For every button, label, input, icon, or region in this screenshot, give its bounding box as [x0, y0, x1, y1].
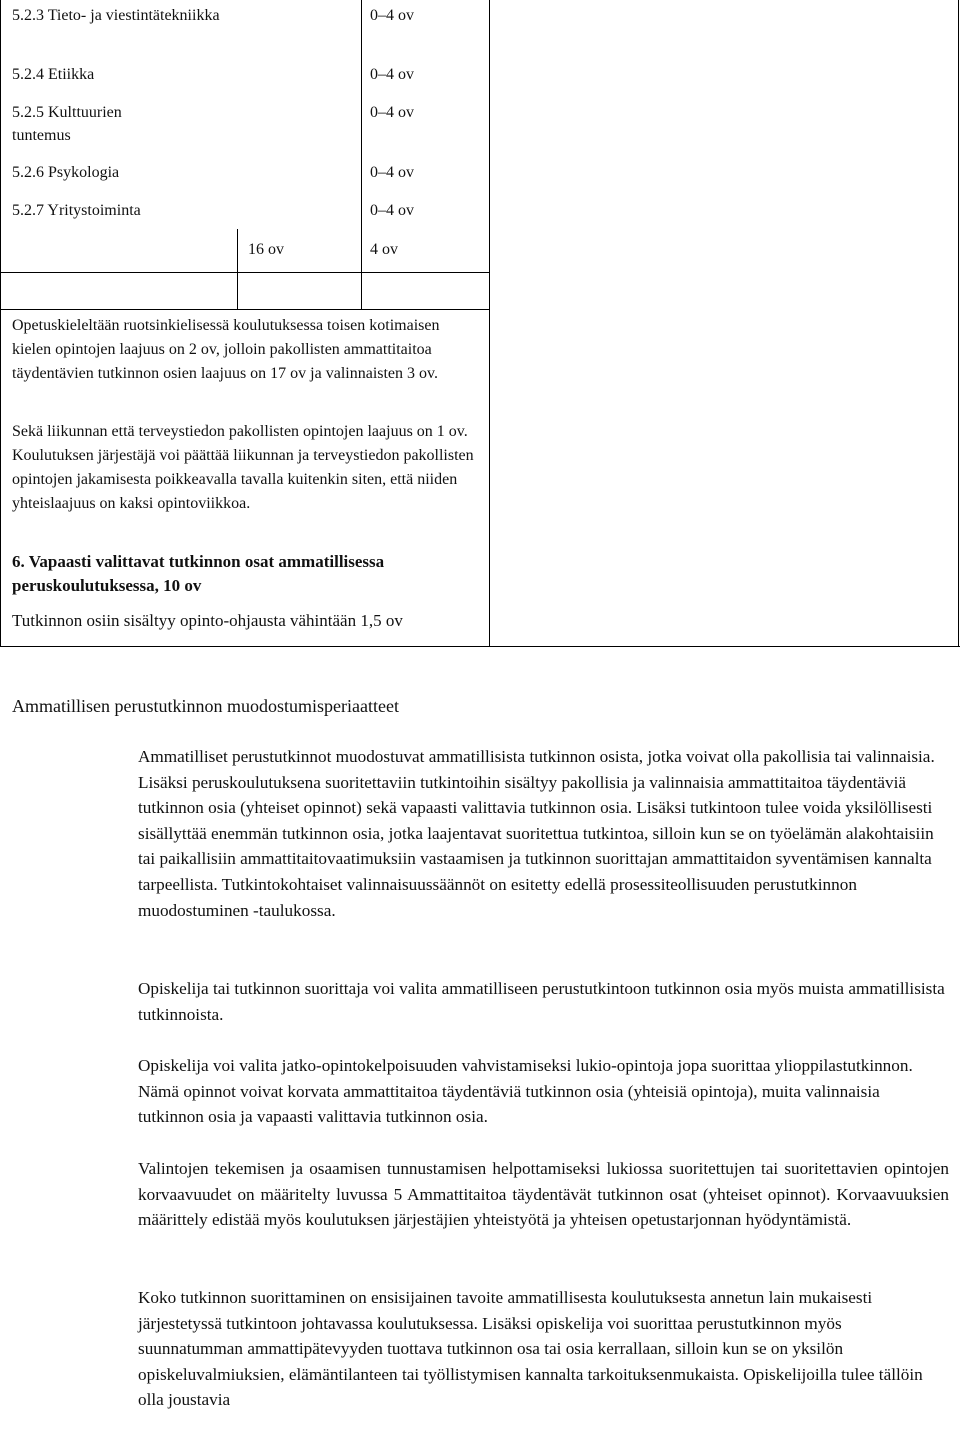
course-name-etiikka: 5.2.4 Etiikka	[12, 66, 95, 83]
note-physical-education	[12, 420, 482, 516]
table-border-left	[0, 0, 1, 647]
table-border-right	[958, 0, 959, 647]
table-divider-col2	[361, 0, 362, 309]
heading-free-choice-text: 6. Vapaasti valittavat tutkinnon osat ammatillisessa peruskoulutuksessa, 10 ov	[12, 552, 385, 595]
course-name-kulttuurien: 5.2.5 Kulttuurien tuntemus	[12, 104, 122, 144]
total-credits-b: 4 ov	[370, 241, 398, 258]
table-divider-col3	[489, 0, 490, 647]
course-credits-kulttuurien: 0–4 ov	[370, 104, 414, 121]
section-title: Ammatillisen perustutkinnon muodostumisperiaatteet	[12, 696, 399, 716]
course-credits-etiikka: 0–4 ov	[370, 66, 414, 83]
note-swedish-language	[12, 314, 482, 386]
paragraph-text-4: Valintojen tekemisen ja osaamisen tunnustamisen helpottamiseksi lukiossa suoritettujen tai suoritettavien opintojen korvaavuudet on määritelty luvussa 5 Ammattitaitoa täydentävät tutkinnon osat (yhteiset opinnot). Korvaavuuksien määrittely edistää myös koulutuksen järjestäjien yhteistyötä ja yhteisen opetustarjonnan hyödyntämistä.	[138, 1159, 949, 1230]
note-physical-education-text: Sekä liikunnan että terveystiedon pakollisten opintojen laajuus on 1 ov. Koulutuksen järjestäjä voi päättää liikunnan ja terveystiedon pakollisten opintojen jakamisesta poikkeavalla tavalla kuitenkin siten, että niiden yhteislaajuus on kaksi opintoviikkoa.	[12, 423, 474, 512]
course-name-tieto: 5.2.3 Tieto- ja viestintätekniikka	[12, 7, 220, 24]
course-credits-psykologia: 0–4 ov	[370, 164, 414, 181]
section-paragraph-2	[138, 976, 949, 1052]
course-credits-tieto: 0–4 ov	[370, 7, 414, 24]
note-swedish-language-text: Opetuskieleltään ruotsinkielisessä koulutuksessa toisen kotimaisen kielen opintojen laajuus on 2 ov, jolloin pakollisten ammattitaitoa täydentävien tutkinnon osien laajuus on 17 ov ja valinnaisten 3 ov.	[12, 317, 440, 382]
note-guidance	[12, 609, 487, 633]
total-credits-a: 16 ov	[248, 241, 284, 258]
paragraph-text-2: Opiskelija tai tutkinnon suorittaja voi valita ammatilliseen perustutkintoon tutkinnon osia myös muista ammatillisista tutkinnoista.	[138, 979, 945, 1024]
table-border-bottom	[0, 646, 960, 647]
table-rule-totals	[0, 272, 490, 273]
course-name-psykologia: 5.2.6 Psykologia	[12, 164, 120, 181]
section-paragraph-5	[138, 1285, 949, 1438]
section-paragraph-4	[138, 1156, 949, 1258]
section-paragraph-1	[138, 744, 949, 948]
table-divider-col1	[237, 229, 238, 309]
paragraph-text-3: Opiskelija voi valita jatko-opintokelpoisuuden vahvistamiseksi lukio-opintoja jopa suorittaa ylioppilastutkinnon. Nämä opinnot voivat korvata ammattitaitoa täydentäviä tutkinnon osia (yhteisiä opintoja), muita valinnaisia tutkinnon osia ja vapaasti valittavia tutkinnon osia.	[138, 1056, 913, 1127]
table-rule-notes	[0, 309, 490, 310]
section-paragraph-3	[138, 1053, 949, 1155]
course-name-yritystoiminta: 5.2.7 Yritystoiminta	[12, 202, 141, 219]
courses-table	[0, 0, 960, 647]
course-credits-yritystoiminta: 0–4 ov	[370, 202, 414, 219]
paragraph-text-1: Ammatilliset perustutkinnot muodostuvat ammatillisista tutkinnon osista, jotka voivat olla pakollisia tai valinnaisia. Lisäksi peruskoulutuksena suoritettaviin tutkintoihin sisältyy pakollisia ja valinnaisia ammattitaitoa täydentäviä tutkinnon osia (yhteiset opinnot) sekä vapaasti valittavia tutkinnon osia. Lisäksi tutkintoon tulee voida yksilöllisesti sisällyttää enemmän tutkinnon osia, jotka laajentavat suoritettua tutkintoa, silloin kun se on työelämän alakohtaisiin tai paikallisiin ammattitaitovaatimuksiin vastaamisen ja tutkinnon suorittajan ammattitaidon syventämisen kannalta tarpeellista. Tutkintokohtaiset valinnaisuussäännöt on esitetty edellä prosessiteollisuuden perustutkinnon muodostuminen -taulukossa.	[138, 747, 935, 920]
paragraph-text-5: Koko tutkinnon suorittaminen on ensisijainen tavoite ammatillisesta koulutuksesta annetun lain mukaisesti järjestetyssä tutkintoon johtavassa koulutuksessa. Lisäksi opiskelija voi suorittaa perustutkinnon myös suunnatumman ammattipätevyyden tuottava tutkinnon osa tai osia kerrallaan, silloin kun se on yksilön opiskeluvalmiuksien, elämäntilanteen tai työllistymisen kannalta tarkoituksenmukaista. Opiskelijoilla tulee tällöin olla joustavia	[138, 1288, 923, 1410]
heading-free-choice	[12, 550, 482, 598]
note-guidance-text: Tutkinnon osiin sisältyy opinto-ohjausta vähintään 1,5 ov	[12, 611, 403, 630]
